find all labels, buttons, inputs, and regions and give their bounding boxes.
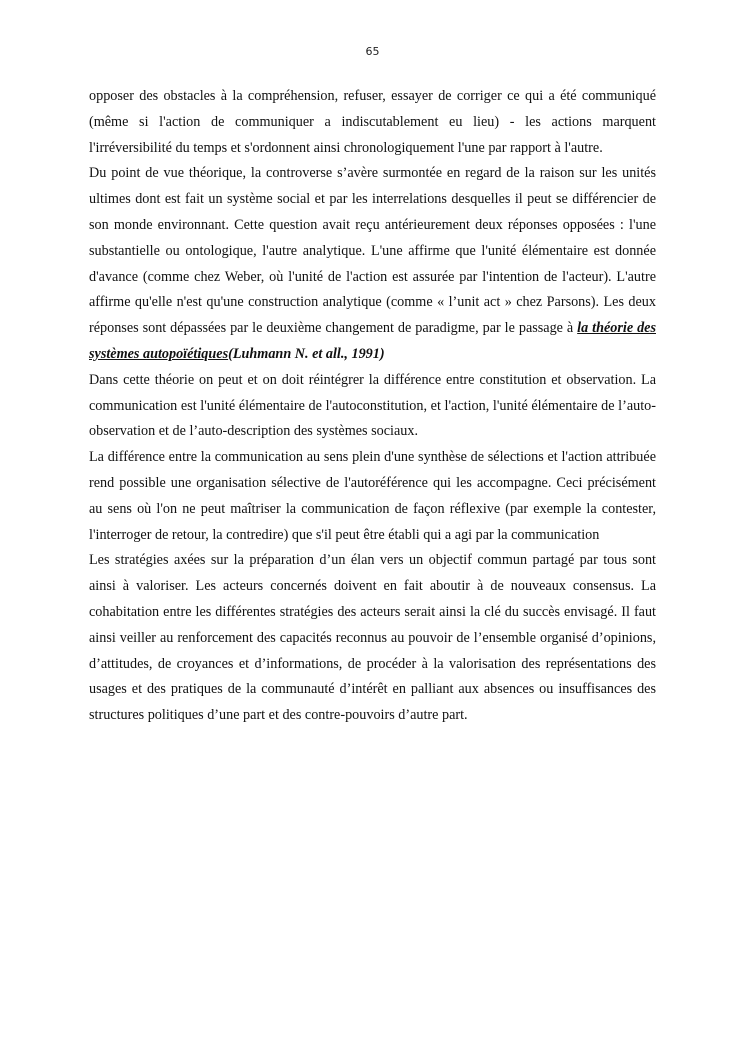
paragraph-continuation: opposer des obstacles à la compréhension, refuser, essayer de corriger ce qui a été communiqué (même si l'action de communiquer a indiscutablement eu lieu) - les actions marquent l'irréversibilité du temps et s'ordonnent ainsi chronologiquement l'une par rapport à l'autre. bbox=[89, 88, 656, 156]
autopoietic-systems-link[interactable]: la théorie des systèmes autopoïétiques bbox=[89, 320, 656, 362]
body-text bbox=[89, 84, 656, 729]
luhmann-citation: (Luhmann N. et all., 1991) bbox=[228, 345, 385, 362]
paragraph-strategies: Les stratégies axées sur la préparation d’un élan vers un objectif commun partagé par tous sont ainsi à valoriser. Les acteurs concernés doivent en fait aboutir à de nouveaux consensus. La cohabitation entre les différentes stratégies des acteurs serait ainsi la clé du succès envisagé. Il faut ainsi veiller au renforcement des capacités reconnus au pouvoir de l’ensemble organisé d’opinions, d’attitudes, de croyances et d’informations, de procéder à la valorisation des représentations des usages et des pratiques de la communauté d’intérêt en palliant aux absences ou insuffisances des structures politiques d’une part et des contre-pouvoirs d’autre part. bbox=[89, 552, 656, 724]
paragraph-theoretical-view bbox=[89, 161, 656, 367]
paragraph-text: Du point de vue théorique, la controverse s’avère surmontée en regard de la raison sur les unités ultimes dont est fait un système social et par les interrelations desquelles il peut se différencier de son monde environnant. Cette question avait reçu antérieurement deux réponses opposées : l'une substantielle ou ontologique, l'autre analytique. L'une affirme que l'unité élémentaire est donnée d'avance (comme chez Weber, où l'unité de l'action est assurée par l'intention de l'acteur). L'autre affirme qu'elle n'est qu'une construction analytique (comme « l’unit act » chez Parsons). Les deux réponses sont dépassées par le deuxième changement de paradigme, par le passage à bbox=[89, 165, 656, 337]
paragraph-difference: La différence entre la communication au sens plein d'une synthèse de sélections et l'action attribuée rend possible une organisation sélective de l'autoréférence qui les accompagne. Ceci précisément au sens où l'on ne peut maîtriser la communication de façon réflexive (par exemple la contester, l'interroger de retour, la contredire) que s'il peut être établi qui a agi par la communication bbox=[89, 449, 656, 543]
page-number: 65 bbox=[365, 45, 380, 58]
paragraph-theory: Dans cette théorie on peut et on doit réintégrer la différence entre constitution et observation. La communication est l'unité élémentaire de l'autoconstitution, et l'action, l'unité élémentaire de l’auto-observation et de l’auto-description des systèmes sociaux. bbox=[89, 371, 656, 440]
